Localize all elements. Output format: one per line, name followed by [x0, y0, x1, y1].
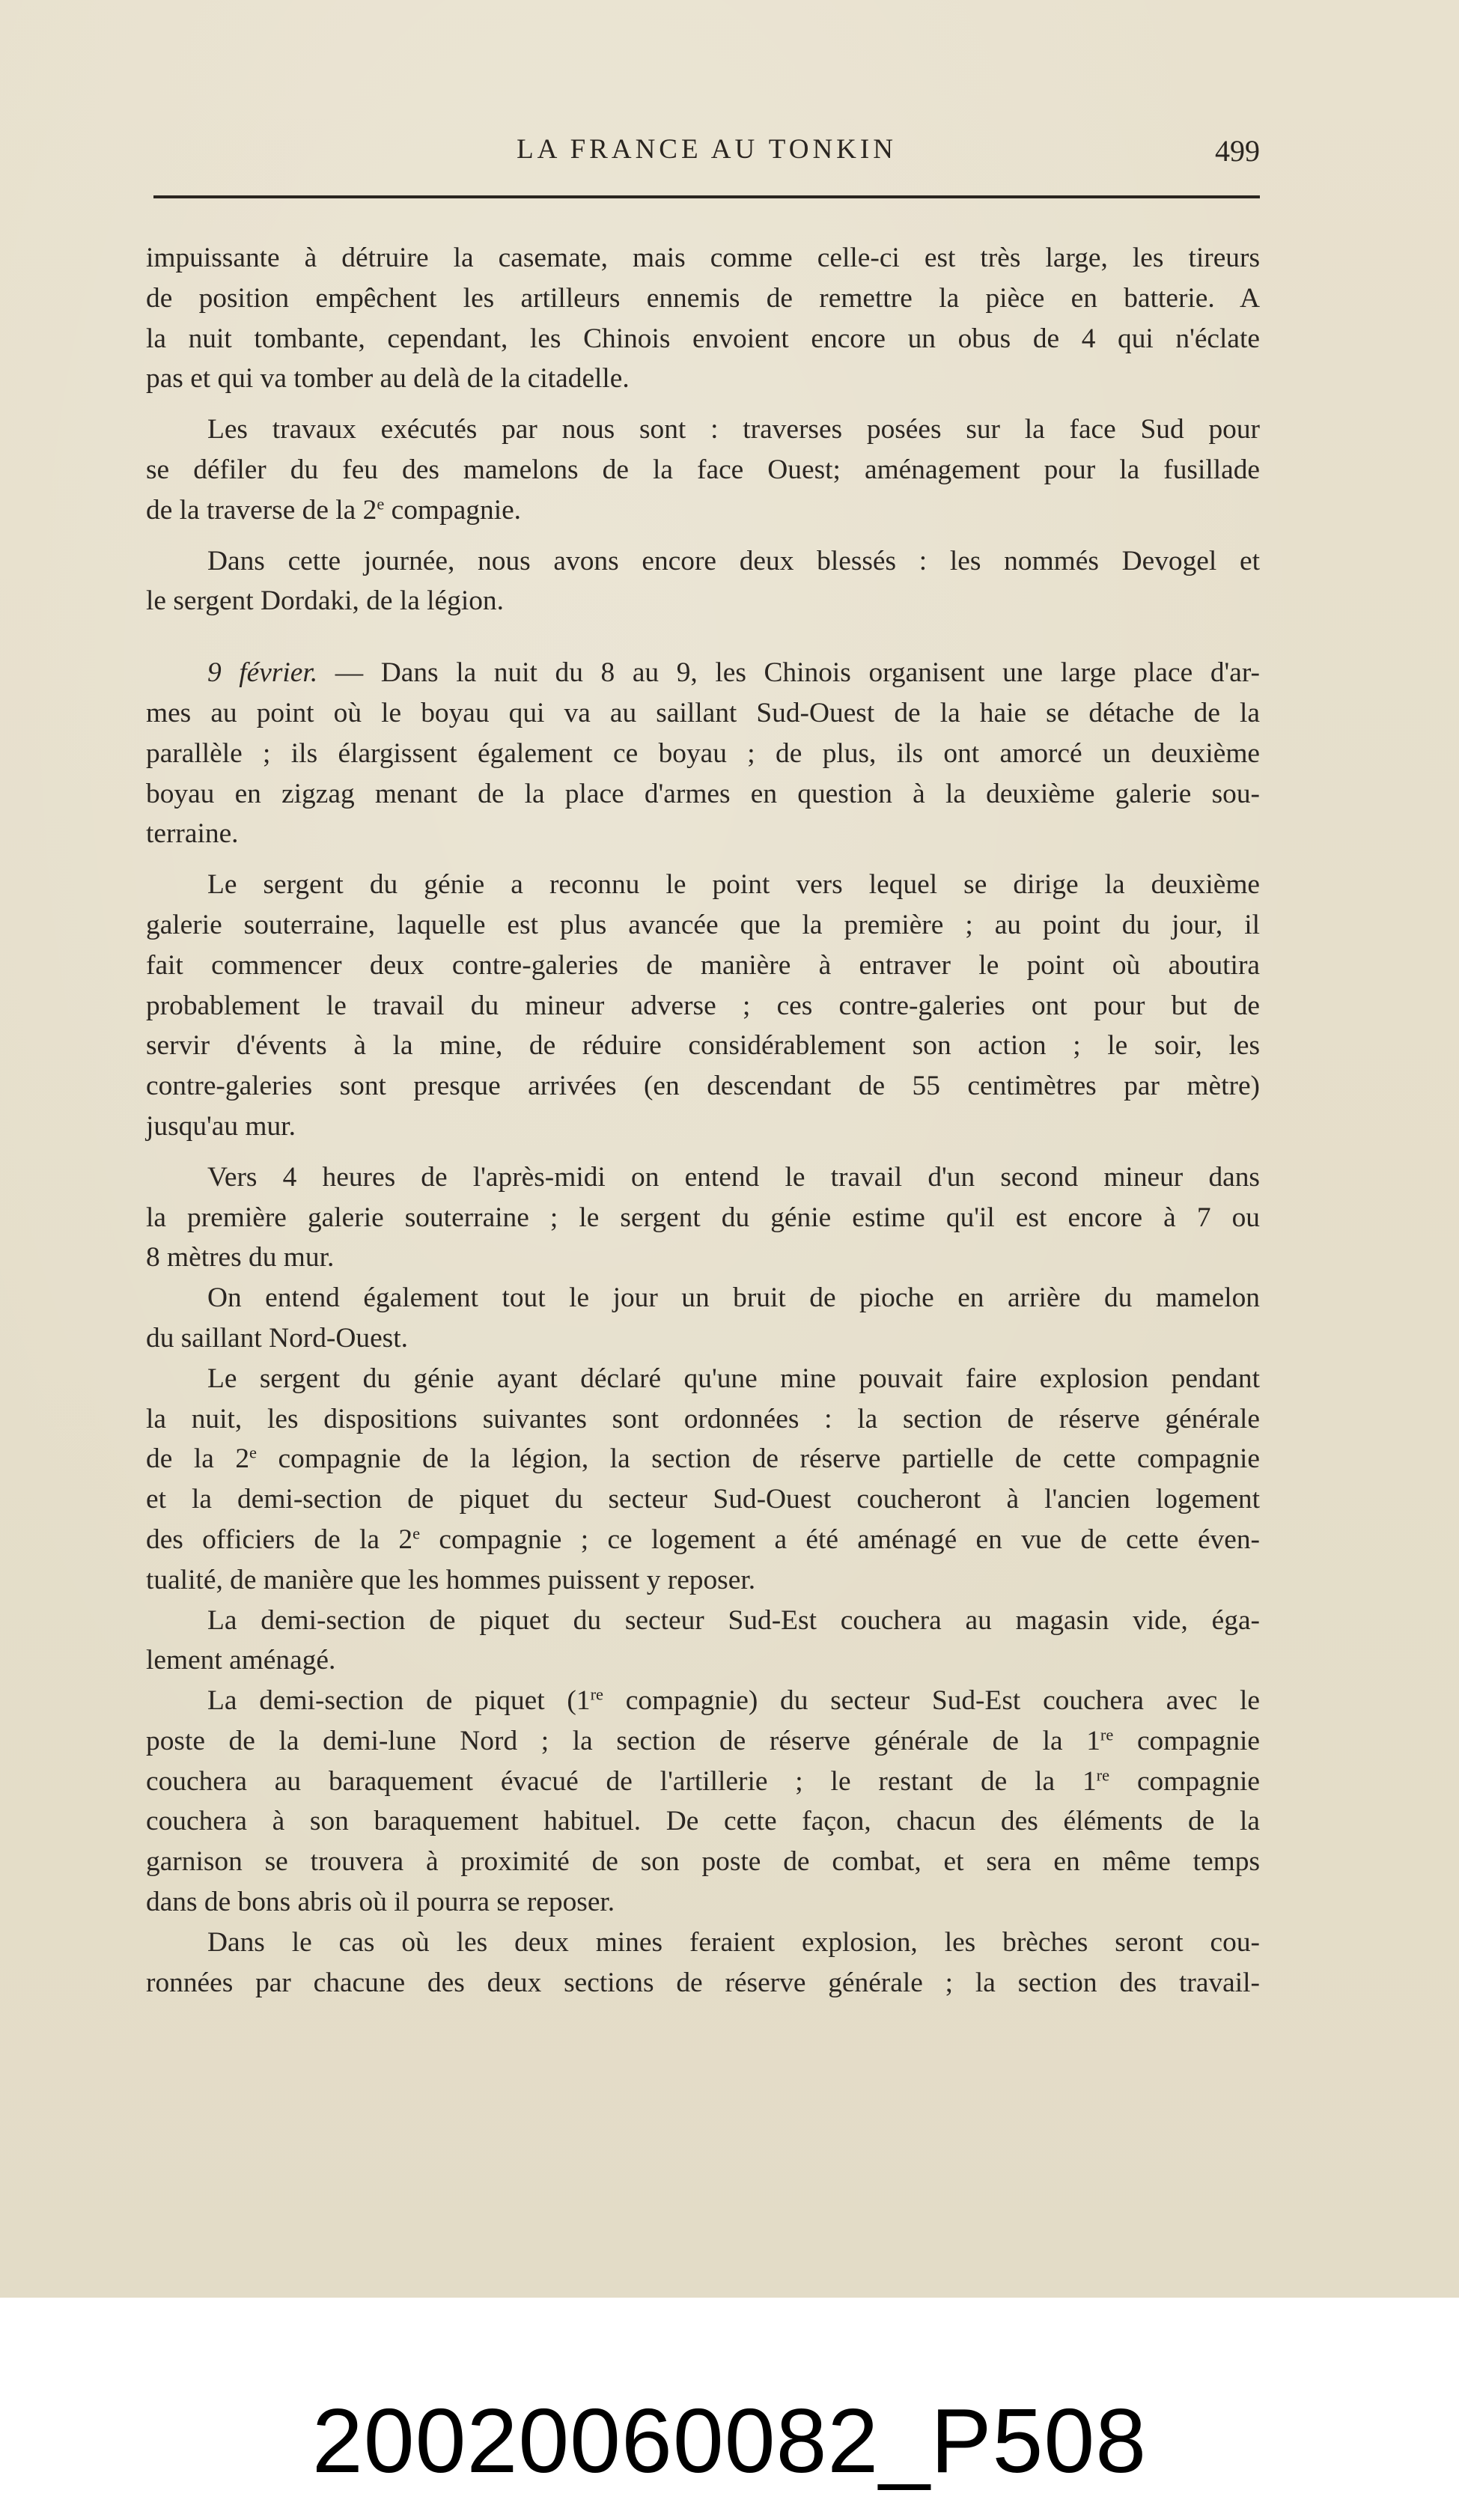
- paragraph: [146, 410, 1260, 530]
- text-line: boyau en zigzag menant de la place d'armes en question à la deuxième galerie sou-: [146, 778, 1260, 809]
- text-line: couchera à son baraquement habituel. De cette façon, chacun des éléments de la: [146, 1806, 1260, 1837]
- page-header: [153, 133, 1260, 178]
- text-line: de la 2e compagnie de la légion, la section de réserve partielle de cette compagnie: [146, 1443, 1260, 1475]
- text-line: mes au point où le boyau qui va au saillant Sud-Ouest de la haie se détache de la: [146, 697, 1260, 728]
- text-line: du saillant Nord-Ouest.: [146, 1322, 408, 1354]
- scan-id-caption: 20020060082_P508: [311, 2390, 1148, 2492]
- paragraph: [146, 865, 1260, 1147]
- text-line: Le sergent du génie a reconnu le point vers lequel se dirige la deuxième: [207, 869, 1260, 901]
- text-line: Vers 4 heures de l'après-midi on entend le travail d'un second mineur dans: [207, 1161, 1260, 1193]
- text-line: jusqu'au mur.: [146, 1110, 296, 1142]
- paragraph: [146, 238, 1260, 399]
- text-line: couchera au baraquement évacué de l'artillerie ; le restant de la 1re compagnie: [146, 1765, 1260, 1797]
- text-line: de position empêchent les artilleurs ennemis de remettre la pièce en batterie. A: [146, 282, 1260, 314]
- header-rule: [153, 195, 1260, 198]
- entry-date: 9 février.: [207, 657, 318, 689]
- text-line: probablement le travail du mineur adverse ; ces contre-galeries ont pour but de: [146, 990, 1260, 1021]
- text-line: Dans cette journée, nous avons encore deux blessés : les nommés Devogel et: [207, 545, 1260, 576]
- body-text: [146, 238, 1260, 2003]
- text-line: parallèle ; ils élargissent également ce boyau ; de plus, ils ont amorcé un deuxième: [146, 737, 1260, 769]
- text-line: la première galerie souterraine ; le sergent du génie estime qu'il est encore à 7 ou: [146, 1202, 1260, 1233]
- text-line: se défiler du feu des mamelons de la face Ouest; aménagement pour la fusillade: [146, 454, 1260, 485]
- text-line: [146, 653, 1260, 693]
- paragraph: [146, 1601, 1260, 1681]
- text-line: contre-galeries sont presque arrivées (en descendant de 55 centimètres par mètre): [146, 1071, 1260, 1102]
- text-line: ronnées par chacune des deux sections de réserve générale ; la section des travail-: [146, 1967, 1260, 1998]
- text-line: la nuit, les dispositions suivantes sont ordonnées : la section de réserve générale: [146, 1403, 1260, 1434]
- text-line: impuissante à détruire la casemate, mais comme celle-ci est très large, les tireurs: [146, 243, 1260, 273]
- text-line: lement aménagé.: [146, 1645, 336, 1676]
- paragraph: [146, 653, 1260, 854]
- text-line: et la demi-section de piquet du secteur Sud-Ouest coucheront à l'ancien logement: [146, 1484, 1260, 1515]
- text-line: galerie souterraine, laquelle est plus avancée que la première ; au point du jour, il: [146, 909, 1260, 940]
- text-line: poste de la demi-lune Nord ; la section de réserve générale de la 1re compagnie: [146, 1725, 1260, 1756]
- text-line: la nuit tombante, cependant, les Chinois envoient encore un obus de 4 qui n'éclate: [146, 323, 1260, 354]
- paragraph: [146, 541, 1260, 622]
- text-line: dans de bons abris où il pourra se reposer.: [146, 1887, 615, 1918]
- running-title: LA FRANCE AU TONKIN: [517, 134, 897, 165]
- text-line: Le sergent du génie ayant déclaré qu'une mine pouvait faire explosion pendant: [207, 1363, 1260, 1394]
- text-line: Les travaux exécutés par nous sont : traverses posées sur la face Sud pour: [207, 414, 1260, 445]
- text-line: fait commencer deux contre-galeries de manière à entraver le point où aboutira: [146, 949, 1260, 981]
- page-number: 499: [1215, 134, 1260, 168]
- text-line: tualité, de manière que les hommes puissent y reposer.: [146, 1564, 756, 1595]
- text-line: La demi-section de piquet du secteur Sud-Est couchera au magasin vide, éga-: [207, 1604, 1260, 1636]
- text-line: des officiers de la 2e compagnie ; ce logement a été aménagé en vue de cette éven-: [146, 1524, 1260, 1555]
- text-line: de la traverse de la 2e compagnie.: [146, 494, 522, 526]
- paragraph: [146, 1359, 1260, 1601]
- text-line: terraine.: [146, 818, 239, 850]
- text-line: pas et qui va tomber au delà de la citadelle.: [146, 363, 630, 395]
- text-line: 8 mètres du mur.: [146, 1242, 335, 1273]
- paragraph: [146, 1157, 1260, 1278]
- text-line: Dans le cas où les deux mines feraient explosion, les brèches seront cou-: [207, 1926, 1260, 1958]
- text-line: garnison se trouvera à proximité de son poste de combat, et sera en même temps: [146, 1846, 1260, 1878]
- text-line: le sergent Dordaki, de la légion.: [146, 585, 504, 617]
- text-line: On entend également tout le jour un bruit de pioche en arrière du mamelon: [207, 1282, 1260, 1314]
- paragraph: [146, 1923, 1260, 2003]
- text-line: La demi-section de piquet (1re compagnie) du secteur Sud-Est couchera avec le: [207, 1684, 1261, 1717]
- text-line-rest: — Dans la nuit du 8 au 9, les Chinois organisent une large place d'ar-: [317, 657, 1260, 689]
- text-line: servir d'évents à la mine, de réduire considérablement son action ; le soir, les: [146, 1030, 1260, 1062]
- paragraph: [146, 1681, 1260, 1923]
- paragraph: [146, 1278, 1260, 1359]
